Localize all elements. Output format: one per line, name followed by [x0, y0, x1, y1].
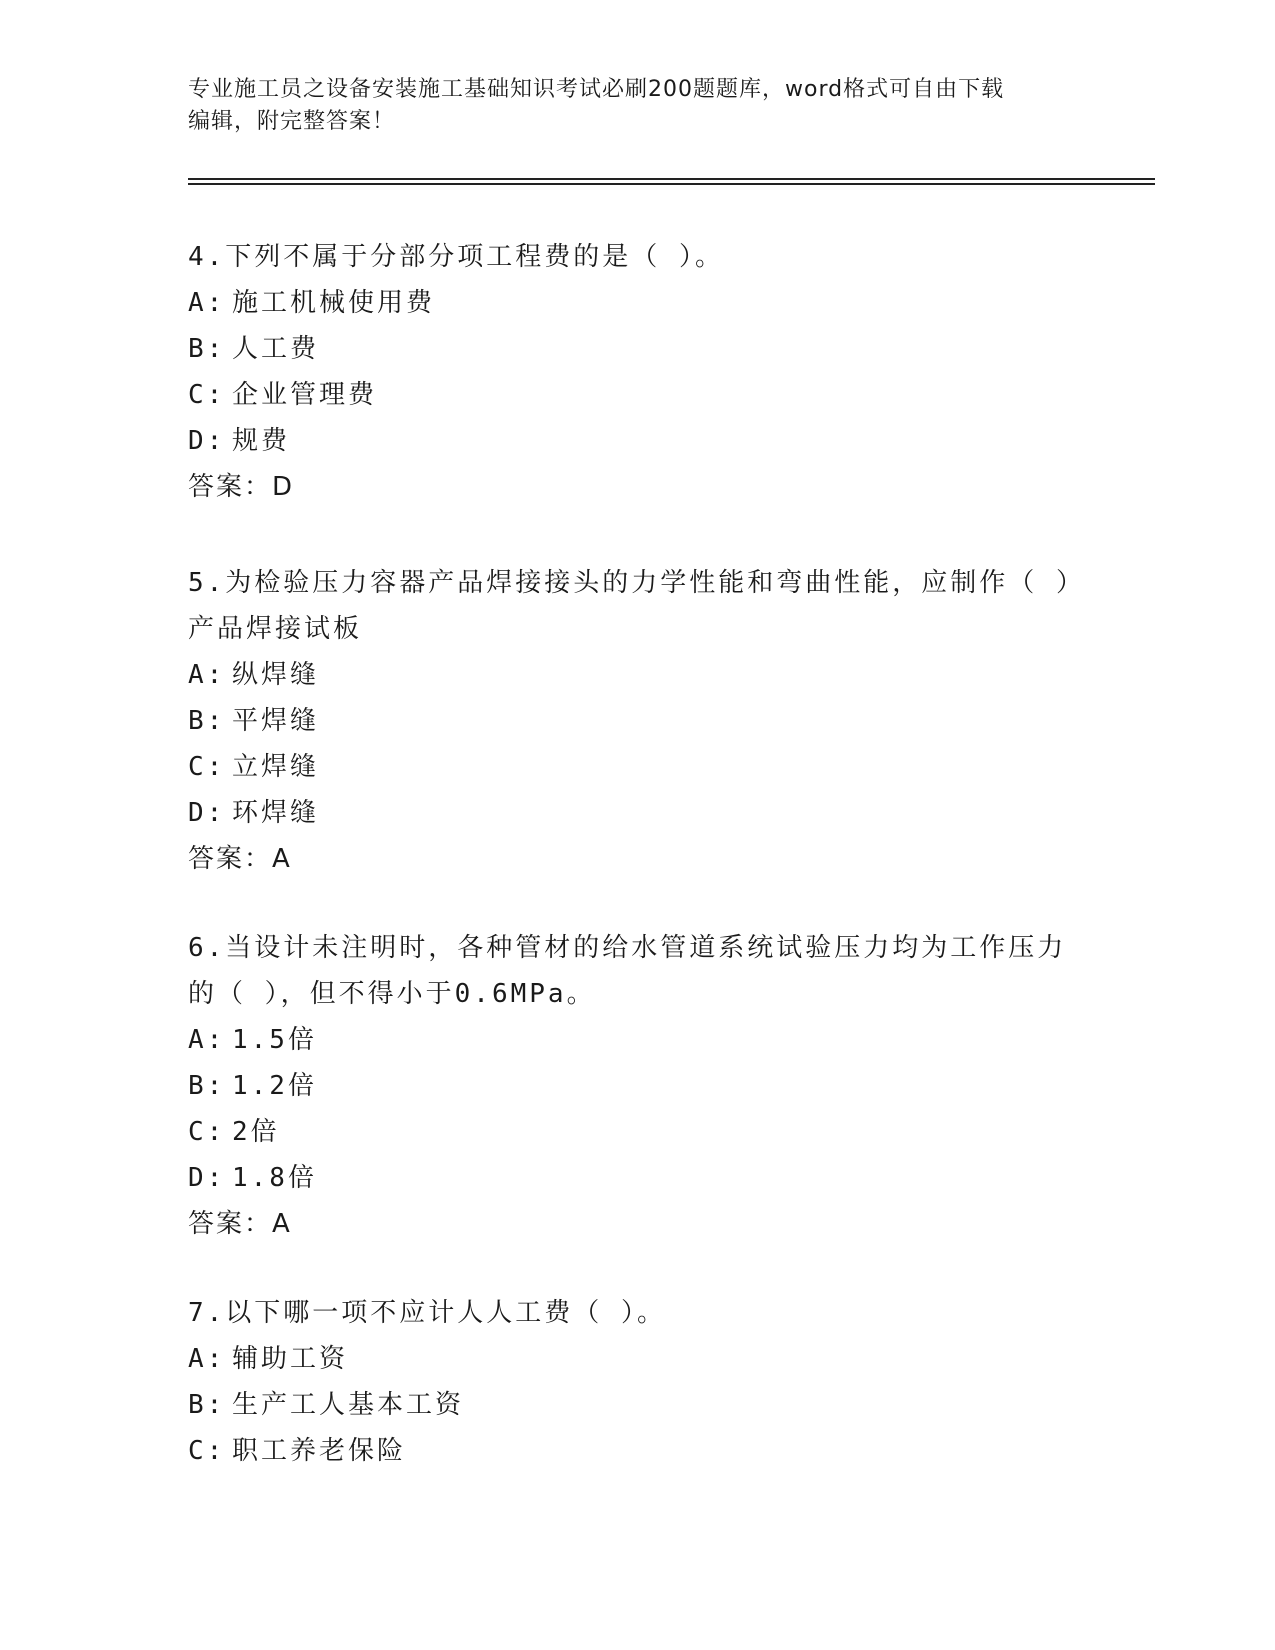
option-letter: D:: [188, 1163, 226, 1193]
option-text: 辅助工资: [232, 1344, 349, 1374]
option-letter: A:: [188, 1025, 226, 1055]
option-letter: D:: [188, 798, 226, 828]
header-divider-top: [188, 178, 1155, 180]
option-text: 企业管理费: [232, 380, 378, 410]
option-letter: D:: [188, 426, 226, 456]
option-text: 环焊缝: [232, 798, 320, 828]
option-b: [188, 326, 1088, 372]
header-line-2: 编辑，附完整答案！: [188, 109, 396, 134]
option-text: 1.8倍: [232, 1163, 317, 1193]
option-text: 职工养老保险: [232, 1436, 407, 1466]
option-letter: C:: [188, 1436, 226, 1466]
question-text-line-2: 产品焊接试板: [188, 614, 363, 644]
question-text-line-1: 5.为检验压力容器产品焊接接头的力学性能和弯曲性能，应制作（ ）: [188, 568, 1085, 598]
option-d: [188, 790, 1088, 836]
option-text: 人工费: [232, 334, 320, 364]
answer-label: 答案：A: [188, 1209, 292, 1239]
option-text: 施工机械使用费: [232, 288, 436, 318]
option-text: 生产工人基本工资: [232, 1390, 465, 1420]
header-divider-bottom: [188, 183, 1155, 185]
option-letter: B:: [188, 1390, 226, 1420]
option-text: 2倍: [232, 1117, 280, 1147]
option-text: 1.5倍: [232, 1025, 317, 1055]
option-a: [188, 652, 1088, 698]
question-4: [188, 234, 1088, 510]
question-5: [188, 560, 1088, 882]
option-b: [188, 1382, 1088, 1428]
option-text: 立焊缝: [232, 752, 320, 782]
option-letter: B:: [188, 334, 226, 364]
option-text: 平焊缝: [232, 706, 320, 736]
option-letter: A:: [188, 288, 226, 318]
option-c: [188, 1109, 1088, 1155]
option-c: [188, 1428, 1088, 1474]
question-text-line-1: 6.当设计未注明时，各种管材的给水管道系统试验压力均为工作压力: [188, 933, 1067, 963]
option-a: [188, 1336, 1088, 1382]
answer-label: 答案：A: [188, 844, 292, 874]
option-letter: C:: [188, 752, 226, 782]
option-b: [188, 698, 1088, 744]
option-a: [188, 1017, 1088, 1063]
option-a: [188, 280, 1088, 326]
option-text: 纵焊缝: [232, 660, 320, 690]
option-text: 规费: [232, 426, 291, 456]
question-text: 4.下列不属于分部分项工程费的是（ ）。: [188, 242, 724, 272]
option-d: [188, 1155, 1088, 1201]
question-6: [188, 925, 1088, 1247]
option-letter: A:: [188, 660, 226, 690]
option-letter: B:: [188, 706, 226, 736]
option-letter: C:: [188, 380, 226, 410]
option-letter: C:: [188, 1117, 226, 1147]
question-text-line-2: 的（ ），但不得小于0.6MPa。: [188, 979, 596, 1009]
answer-label: 答案：D: [188, 472, 295, 502]
header-line-1: 专业施工员之设备安装施工基础知识考试必刷200题题库，word格式可自由下载: [188, 77, 1005, 102]
option-c: [188, 372, 1088, 418]
option-letter: B:: [188, 1071, 226, 1101]
option-b: [188, 1063, 1088, 1109]
option-text: 1.2倍: [232, 1071, 317, 1101]
option-c: [188, 744, 1088, 790]
question-text: 7.以下哪一项不应计人人工费（ ）。: [188, 1298, 666, 1328]
document-header: [188, 74, 1088, 138]
option-letter: A:: [188, 1344, 226, 1374]
option-d: [188, 418, 1088, 464]
question-7: [188, 1290, 1088, 1474]
